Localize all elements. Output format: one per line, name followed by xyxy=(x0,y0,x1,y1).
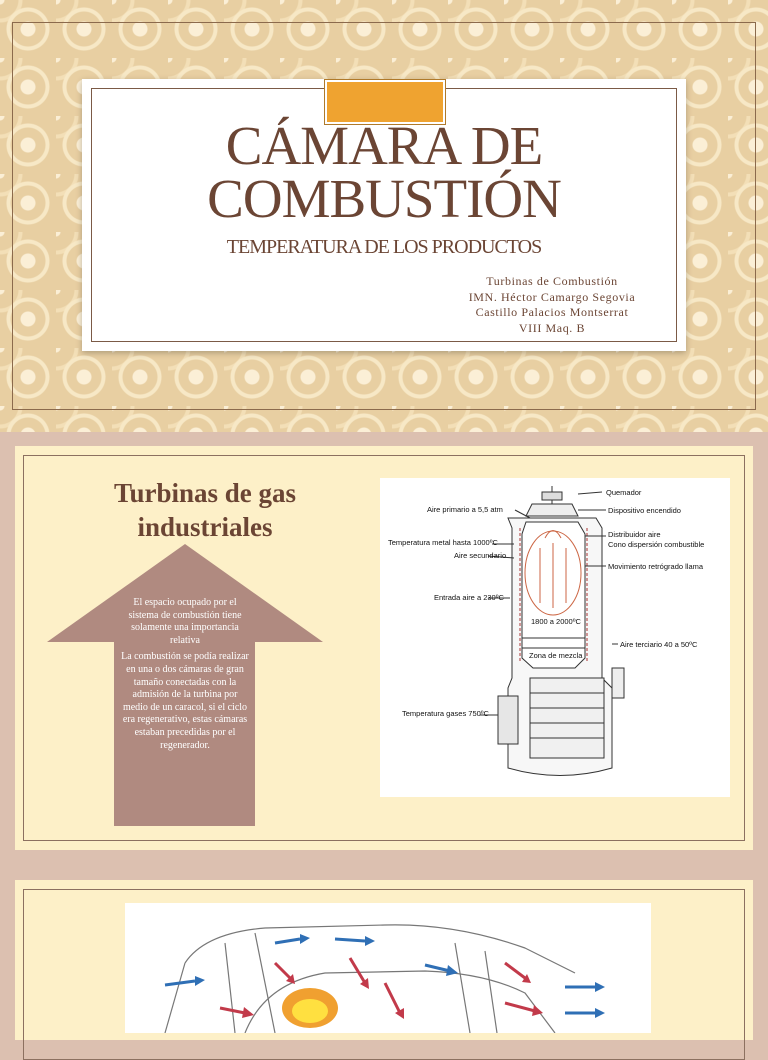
label-temp-gases: Temperatura gases 750ºC xyxy=(402,709,489,718)
credit-group: VIII Maq. B xyxy=(518,320,586,335)
label-aire-secundario: Aire secundario xyxy=(454,551,507,560)
label-aire-terciario: Aire terciario 40 a 50ºC xyxy=(620,640,698,649)
label-temp-metal: Temperatura metal hasta 1000ºC xyxy=(388,538,498,547)
credits-block xyxy=(442,274,662,336)
engine-slide xyxy=(15,880,753,1040)
slide-heading: Turbinas de gas industriales xyxy=(113,478,297,542)
paragraph-2: La combustión se podía realizar en una o dos cámaras de gran tamaño conectadas con la admisión de la turbina por medio de un caracol, si el ciclo era regenerativo, estas cámaras estaban precedidas por el regenerador. xyxy=(121,651,249,751)
industrial-turbines-slide xyxy=(15,446,753,850)
label-zona-mezcla: Zona de mezcla xyxy=(529,651,583,660)
turbine-cutaway-image xyxy=(125,903,651,1033)
credit-author: Castillo Palacios Montserrat xyxy=(475,305,629,319)
paragraph-1: El espacio ocupado por el sistema de combustión tiene solamente una importancia relativa xyxy=(128,597,242,646)
label-aire-primario: Aire primario a 5,5 atm xyxy=(427,505,503,514)
label-dispositivo: Dispositivo encendido xyxy=(608,506,681,515)
slide-title-text: CÁMARA DE COMBUSTIÓN xyxy=(207,115,561,229)
label-cono: Cono dispersión combustible xyxy=(608,540,705,549)
combustion-chamber-diagram xyxy=(380,478,730,797)
title-card xyxy=(82,79,686,351)
label-distribuidor: Distribuidor aire xyxy=(608,530,661,539)
label-entrada-aire: Entrada aire a 230ºC xyxy=(434,593,504,602)
arrow-text xyxy=(119,597,251,756)
label-movimiento: Movimiento retrógrado llama xyxy=(608,562,704,571)
slide-subtitle: TEMPERATURA DE LOS PRODUCTOS xyxy=(226,236,542,258)
credit-course: Turbinas de Combustión xyxy=(486,274,618,288)
slide-title xyxy=(82,115,686,229)
title-slide xyxy=(0,0,768,432)
combustion-chamber-drawing xyxy=(380,478,730,797)
turbine-cutaway-drawing xyxy=(125,903,651,1033)
label-quemador: Quemador xyxy=(606,488,642,497)
label-rango-temp: 1800 a 2000ºC xyxy=(531,617,581,626)
credit-instructor: IMN. Héctor Camargo Segovia xyxy=(468,289,636,304)
